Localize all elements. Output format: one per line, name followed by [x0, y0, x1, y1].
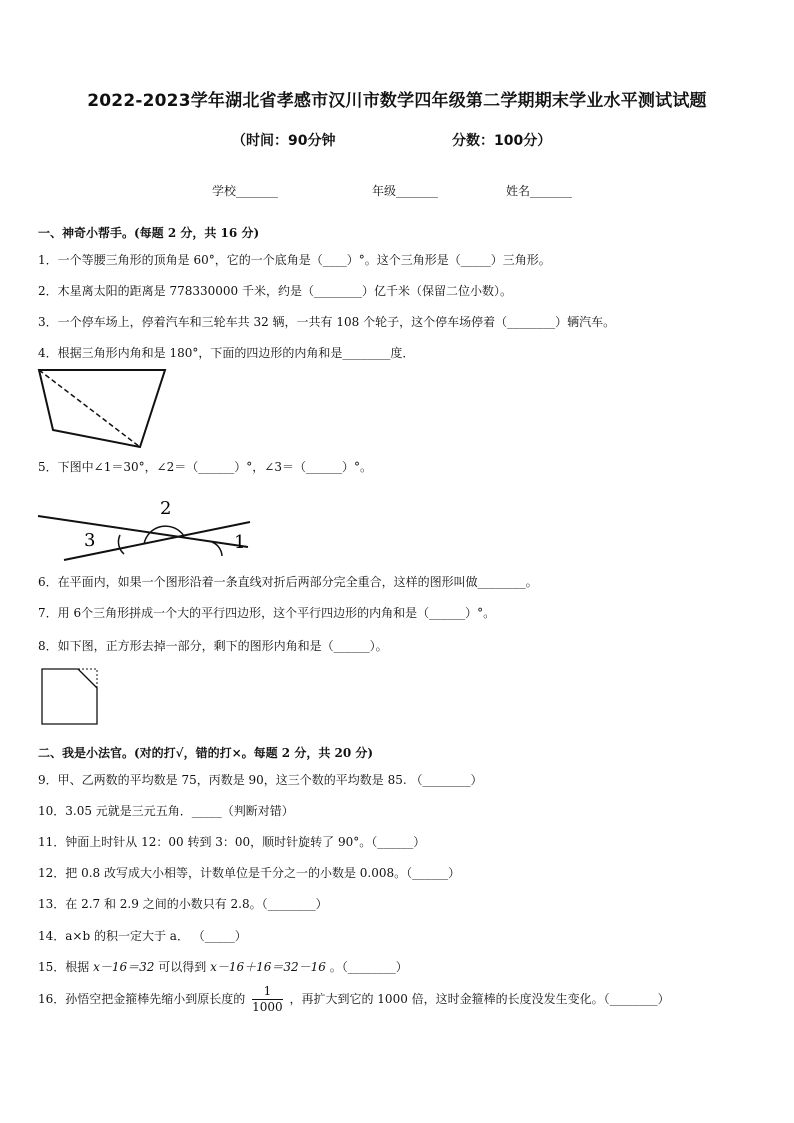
exam-score: 分数：100分）: [452, 133, 552, 149]
page-title: 2022-2023学年湖北省孝感市汉川市数学四年级第二学期期末学业水平测试试题: [87, 91, 707, 111]
question-12: 12．把 0.8 改写成大小相等，计数单位是千分之一的小数是 0.008。（______）: [38, 866, 461, 880]
question-6: 6．在平面内，如果一个图形沿着一条直线对折后两部分完全重合，这样的图形叫做________。: [38, 575, 538, 589]
question-10: 10．3.05 元就是三元五角．_____（判断对错）: [38, 804, 294, 818]
quadrilateral-figure: [36, 366, 170, 450]
question-15-text-b: 可以得到: [158, 960, 211, 974]
grade-field: 年级_______: [372, 184, 439, 198]
question-7: 7．用 6个三角形拼成一个大的平行四边形，这个平行四边形的内角和是（______）°。: [38, 606, 496, 620]
school-field: 学校_______: [212, 184, 279, 198]
question-9: 9．甲、乙两数的平均数是 75，丙数是 90，这三个数的平均数是 85. （________）: [38, 773, 483, 787]
question-16: [38, 984, 670, 1015]
question-11: 11．钟面上时针从 12：00 转到 3：00，顺时针旋转了 90°。（______）: [38, 835, 426, 849]
question-3: 3．一个停车场上，停着汽车和三轮车共 32 辆，一共有 108 个轮子，这个停车场停着（________）辆汽车。: [38, 315, 616, 329]
angle-2-label: 2: [160, 498, 172, 519]
fraction-denominator: 1000: [252, 1000, 283, 1014]
intersecting-lines-figure: [36, 492, 252, 568]
question-1: 1．一个等腰三角形的顶角是 60°，它的一个底角是（____）°。这个三角形是（_____）三角形。: [38, 253, 551, 267]
angle-3-label: 3: [84, 530, 96, 551]
equation-2: x－16＋16＝32－16: [210, 960, 326, 974]
fraction-numerator: 1: [252, 984, 283, 1000]
name-field: 姓名_______: [506, 184, 573, 198]
question-4: 4．根据三角形内角和是 180°，下面的四边形的内角和是________度．: [38, 346, 415, 360]
angle-1-label: 1: [234, 532, 246, 553]
question-15: [38, 958, 408, 975]
section1-heading: 一、神奇小帮手。(每题 2 分，共 16 分): [38, 226, 260, 240]
fraction-one-thousandth: [252, 984, 283, 1015]
question-14: 14．a×b 的积一定大于 a． （_____）: [38, 929, 247, 943]
cut-square-figure: [40, 667, 100, 727]
equation-1: x－16＝32: [93, 960, 155, 974]
question-13: 13．在 2.7 和 2.9 之间的小数只有 2.8。（________）: [38, 897, 328, 911]
question-16-text-a: 16．孙悟空把金箍棒先缩小到原长度的: [38, 992, 246, 1006]
question-8: 8．如下图，正方形去掉一部分，剩下的图形内角和是（______）。: [38, 639, 388, 653]
question-15-text-a: 15．根据: [38, 960, 90, 974]
question-2: 2．木星离太阳的距离是 778330000 千米，约是（________）亿千米（保留二位小数）。: [38, 284, 512, 298]
question-15-text-c: 。（________）: [329, 960, 408, 974]
question-16-text-b: ，再扩大到它的 1000 倍，这时金箍棒的长度没发生变化。（________）: [289, 992, 670, 1006]
section2-heading: 二、我是小法官。(对的打√，错的打×。每题 2 分，共 20 分): [38, 746, 374, 760]
question-5: 5．下图中∠1＝30°，∠2＝（______）°，∠3＝（______）°。: [38, 460, 372, 474]
exam-time: （时间：90分钟: [232, 133, 336, 149]
